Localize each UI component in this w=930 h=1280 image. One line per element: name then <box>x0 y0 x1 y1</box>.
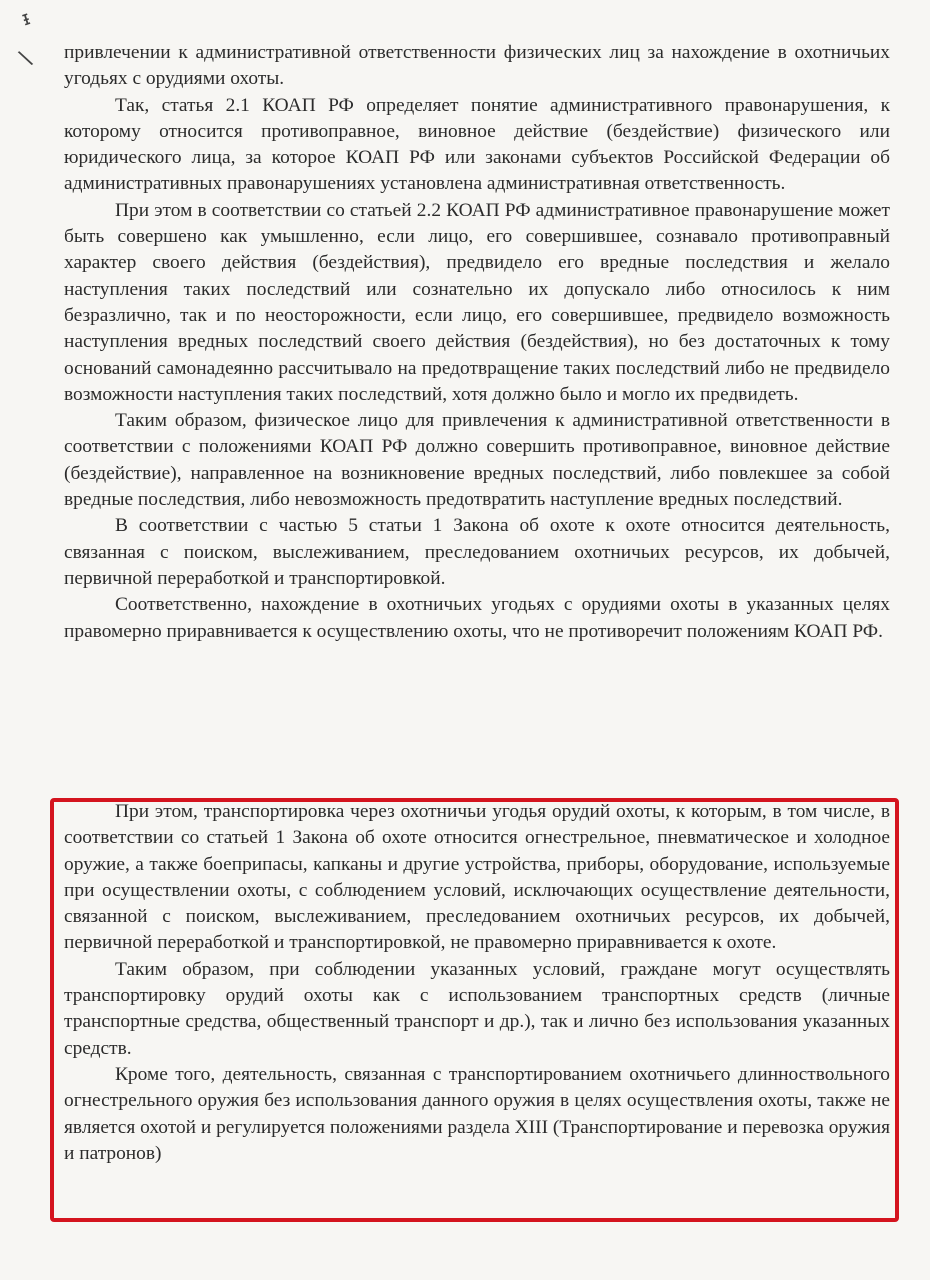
paragraph: Так, статья 2.1 КОАП РФ определяет понятие административного правонарушения, к которому относится противоправное, виновное действие (бездействие) физического или юридического лица, за которое КОАП РФ или законами субъектов Российской Федерации об административных правонарушениях установлена административная ответственность. <box>64 94 890 195</box>
highlighted-paragraph: Таким образом, при соблюдении указанных условий, граждане могут осуществлять транспортировку орудий охоты как с использованием транспортных средств (личные транспортные средства, общественный транспорт и др.), так и лично без использования указанных средств. <box>64 958 890 1059</box>
paragraph: В соответствии с частью 5 статьи 1 Закона об охоте к охоте относится деятельность, связанная с поиском, выслеживанием, преследованием охотничьих ресурсов, их добычей, первичной переработкой и транспортировкой. <box>64 515 890 589</box>
handwritten-tick-icon: \ <box>16 45 36 72</box>
paragraph: При этом в соответствии со статьей 2.2 КОАП РФ административное правонарушение может быть совершено как умышленно, если лицо, его совершившее, сознавало противоправный характер своего действия (бездействия), предвидело его вредные последствия и желало наступления таких последствий или сознательно их допускало либо относилось к ним безразлично, так и по неосторожности, если лицо, его совершившее, предвидело возможность наступления вредных последствий своего действия (бездействия), но без достаточных к тому оснований самонадеянно рассчитывало на предотвращение таких последствий либо не предвидело возможности наступления таких последствий, хотя должно было и могло их предвидеть. <box>64 199 890 405</box>
document-body-upper <box>64 40 890 645</box>
paragraph: Соответственно, нахождение в охотничьих угодьях с орудиями охоты в указанных целях правомерно приравнивается к осуществлению охоты, что не противоречит положениям КОАП РФ. <box>64 594 890 642</box>
paragraph: Таким образом, физическое лицо для привлечения к административной ответственности в соответствии с положениями КОАП РФ должно совершить противоправное, виновное действие (бездействие), направленное на возникновение вредных последствий, либо повлекшее за собой вредные последствия, либо невозможность предотвратить наступление вредных последствий. <box>64 410 890 511</box>
highlighted-paragraph: Кроме того, деятельность, связанная с транспортированием охотничьего длинноствольного огнестрельного оружия без использования данного оружия в целях осуществления охоты, также не является охотой и регулируется положениями раздела XIII (Транспортирование и перевозка оружия и патронов) <box>64 1063 890 1164</box>
handwritten-mark-icon: ᵻ <box>18 5 33 31</box>
paragraph: привлечении к административной ответственности физических лиц за нахождение в охотничьих угодьях с орудиями охоты. <box>64 42 890 90</box>
highlighted-paragraph: При этом, транспортировка через охотничьи угодья орудий охоты, к которым, в том числе, в соответствии со статьей 1 Закона об охоте относится огнестрельное, пневматическое и холодное оружие, а также боеприпасы, капканы и другие устройства, приборы, оборудование, используемые при осуществлении охоты, с соблюдением условий, исключающих осуществление деятельности, связанной с поиском, выслеживанием, преследованием охотничьих ресурсов, их добычей, первичной переработкой и транспортировкой, не правомерно приравнивается к охоте. <box>64 801 890 954</box>
document-body-highlighted <box>64 799 890 1167</box>
